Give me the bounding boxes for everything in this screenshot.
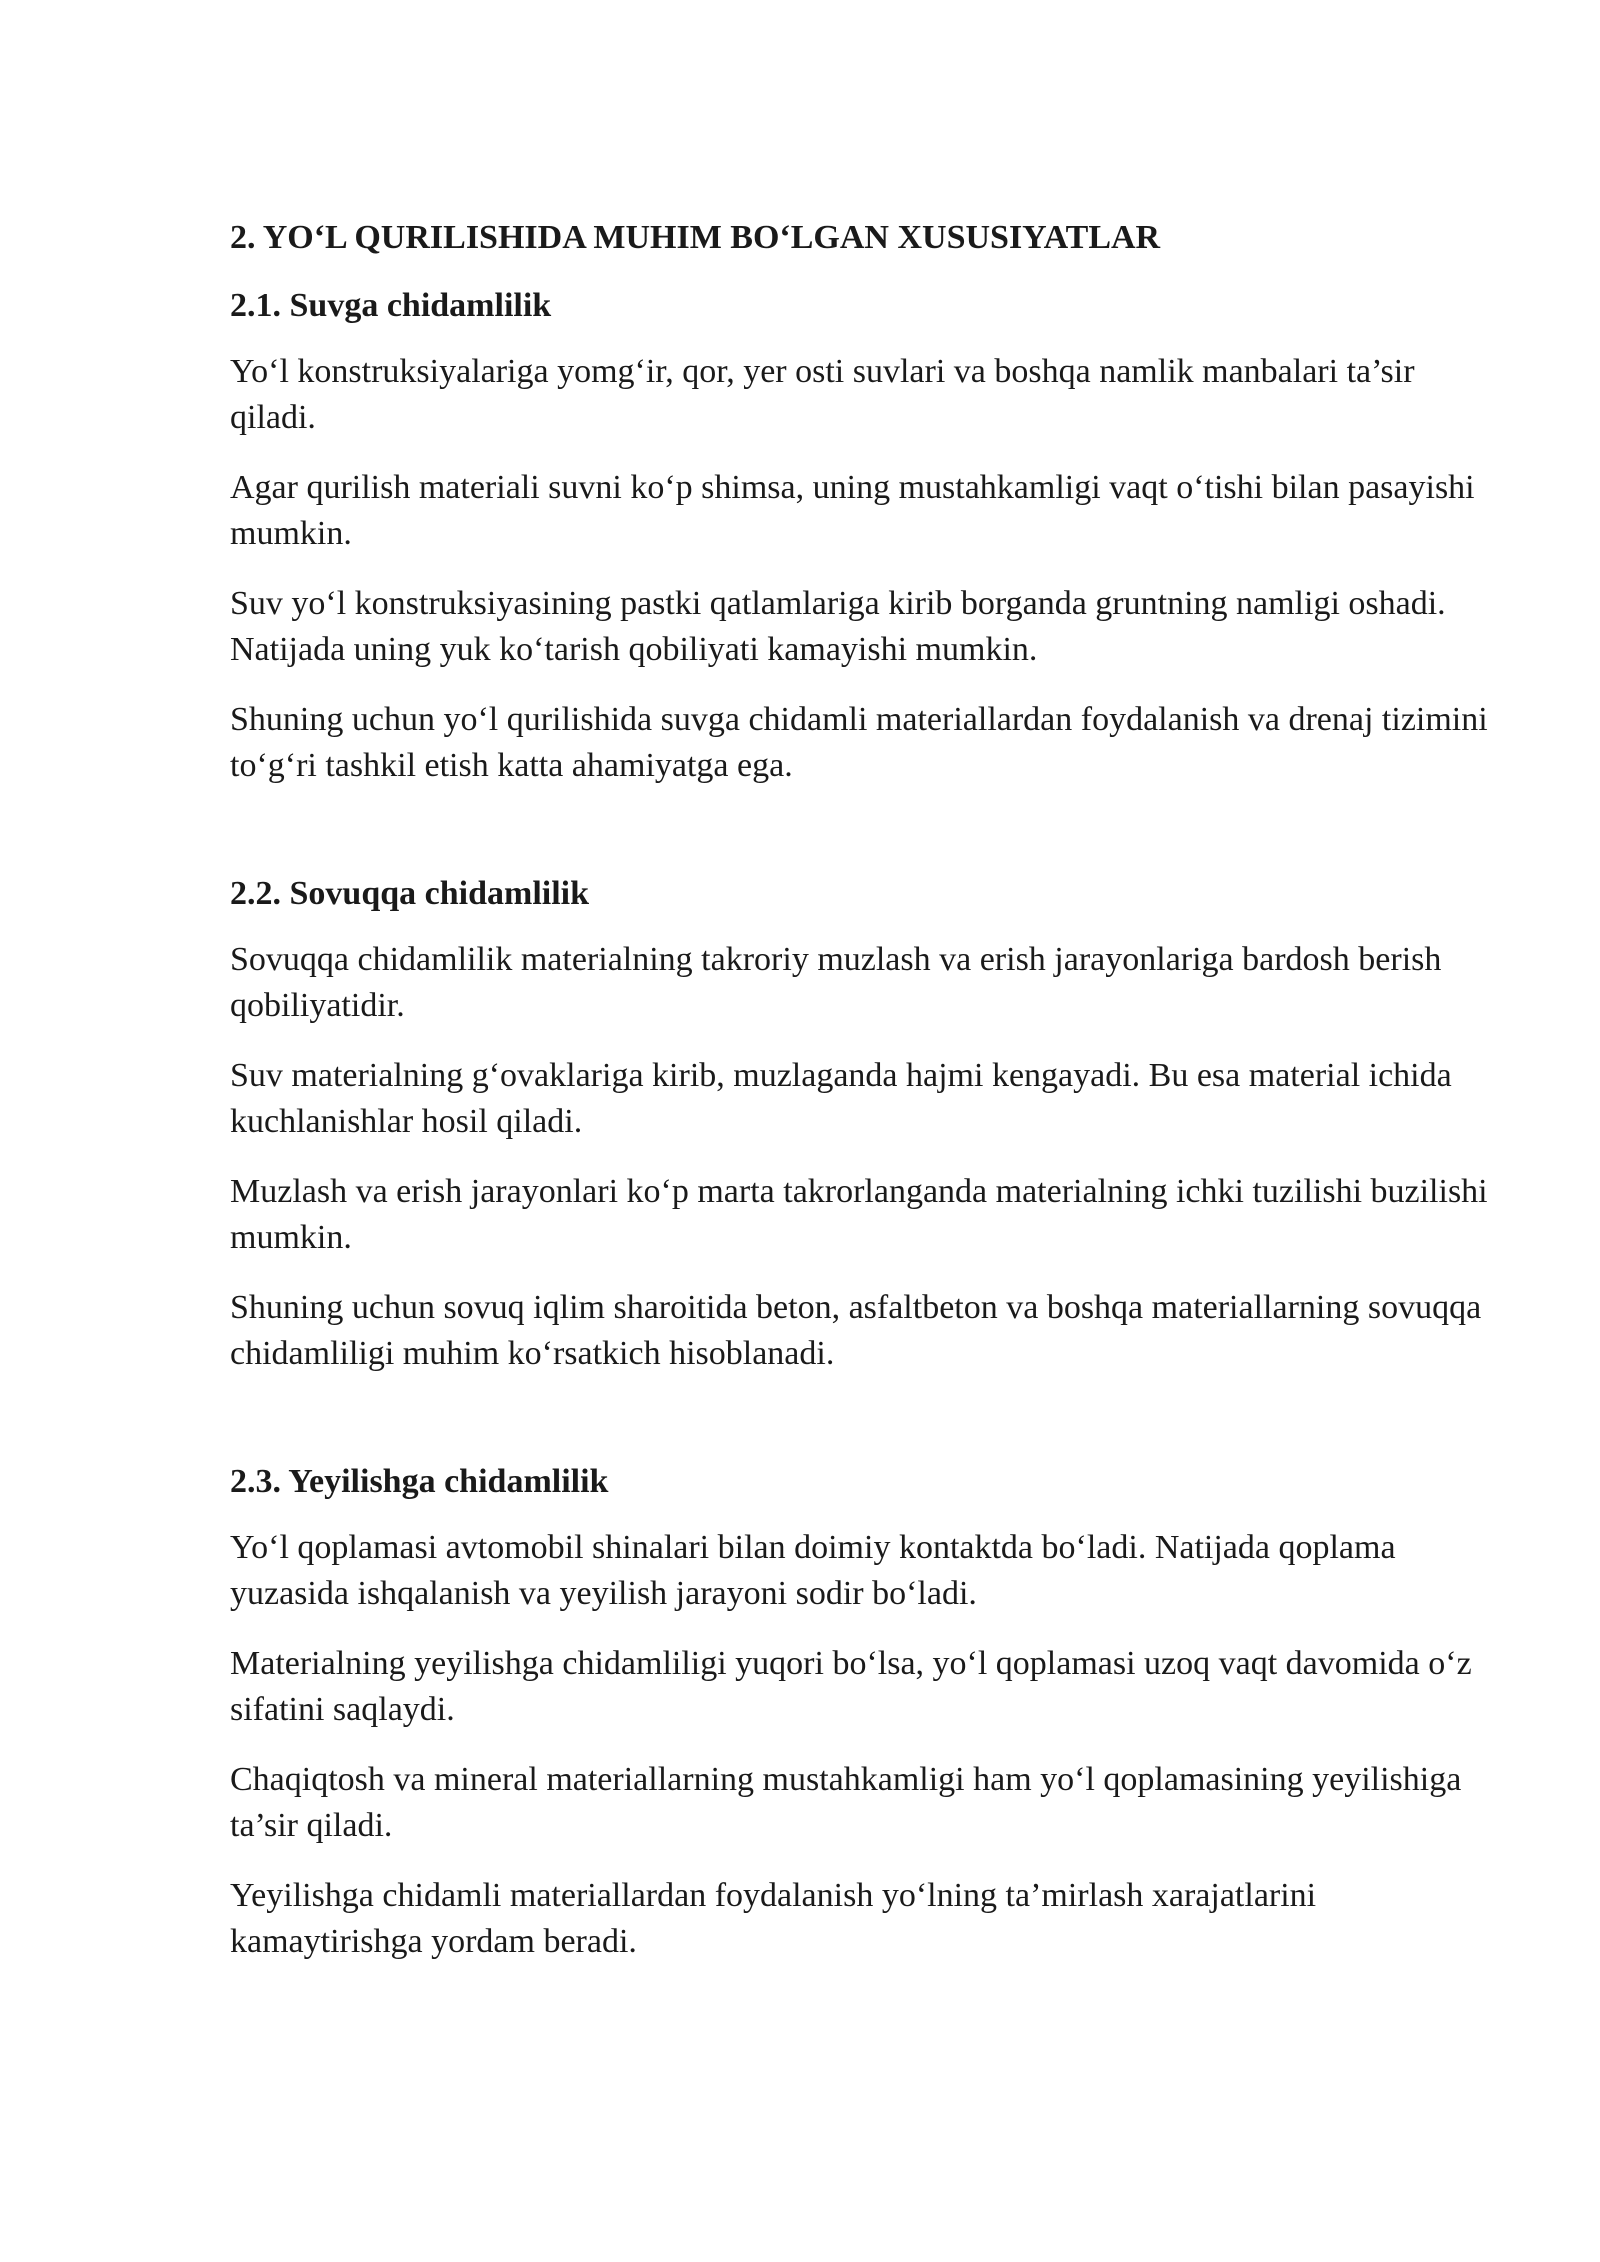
paragraph: Yo‘l konstruksiyalariga yomg‘ir, qor, yer osti suvlari va boshqa namlik manbalari ta’sir qiladi. xyxy=(230,353,1415,436)
paragraph: Shuning uchun sovuq iqlim sharoitida beton, asfaltbeton va boshqa materiallarning sovuqqa chidamliligi muhim ko‘rsatkich hisoblanadi. xyxy=(230,1289,1482,1372)
paragraph: Muzlash va erish jarayonlari ko‘p marta takrorlanganda materialning ichki tuzilishi buzilishi mumkin. xyxy=(230,1173,1488,1256)
paragraph: Suv yo‘l konstruksiyasining pastki qatlamlariga kirib borganda gruntning namligi oshadi. Natijada uning yuk ko‘tarish qobiliyati kamayishi mumkin. xyxy=(230,585,1446,668)
section-yeyilishga-chidamlilik xyxy=(230,1459,1500,1965)
paragraph: Sovuqqa chidamlilik materialning takroriy muzlash va erish jarayonlariga bardosh berish qobiliyatidir. xyxy=(230,941,1442,1024)
paragraph: Shuning uchun yo‘l qurilishida suvga chidamli materiallardan foydalanish va drenaj tizimini to‘g‘ri tashkil etish katta ahamiyatga ega. xyxy=(230,701,1488,784)
section-heading: 2.2. Sovuqqa chidamlilik xyxy=(230,875,590,912)
paragraph: Materialning yeyilishga chidamliligi yuqori bo‘lsa, yo‘l qoplamasi uzoq vaqt davomida o‘z sifatini saqlaydi. xyxy=(230,1645,1472,1728)
paragraph: Yeyilishga chidamli materiallardan foydalanish yo‘lning ta’mirlash xarajatlarini kamaytirishga yordam beradi. xyxy=(230,1877,1317,1960)
section-sovuqqa-chidamlilik xyxy=(230,871,1500,1377)
paragraph: Yo‘l qoplamasi avtomobil shinalari bilan doimiy kontaktda bo‘ladi. Natijada qoplama yuzasida ishqalanish va yeyilish jarayoni sodir bo‘ladi. xyxy=(230,1529,1396,1612)
document-page xyxy=(230,215,1500,1989)
section-heading: 2.3. Yeyilishga chidamlilik xyxy=(230,1463,609,1500)
document-title: 2. YO‘L QURILISHIDA MUHIM BO‘LGAN XUSUSIYATLAR xyxy=(230,219,1161,256)
paragraph: Agar qurilish materiali suvni ko‘p shimsa, uning mustahkamligi vaqt o‘tishi bilan pasayishi mumkin. xyxy=(230,469,1475,552)
section-heading: 2.1. Suvga chidamlilik xyxy=(230,287,552,324)
paragraph: Suv materialning g‘ovaklariga kirib, muzlaganda hajmi kengayadi. Bu esa material ichida kuchlanishlar hosil qiladi. xyxy=(230,1057,1452,1140)
section-suvga-chidamlilik xyxy=(230,283,1500,789)
paragraph: Chaqiqtosh va mineral materiallarning mustahkamligi ham yo‘l qoplamasining yeyilishiga ta’sir qiladi. xyxy=(230,1761,1462,1844)
